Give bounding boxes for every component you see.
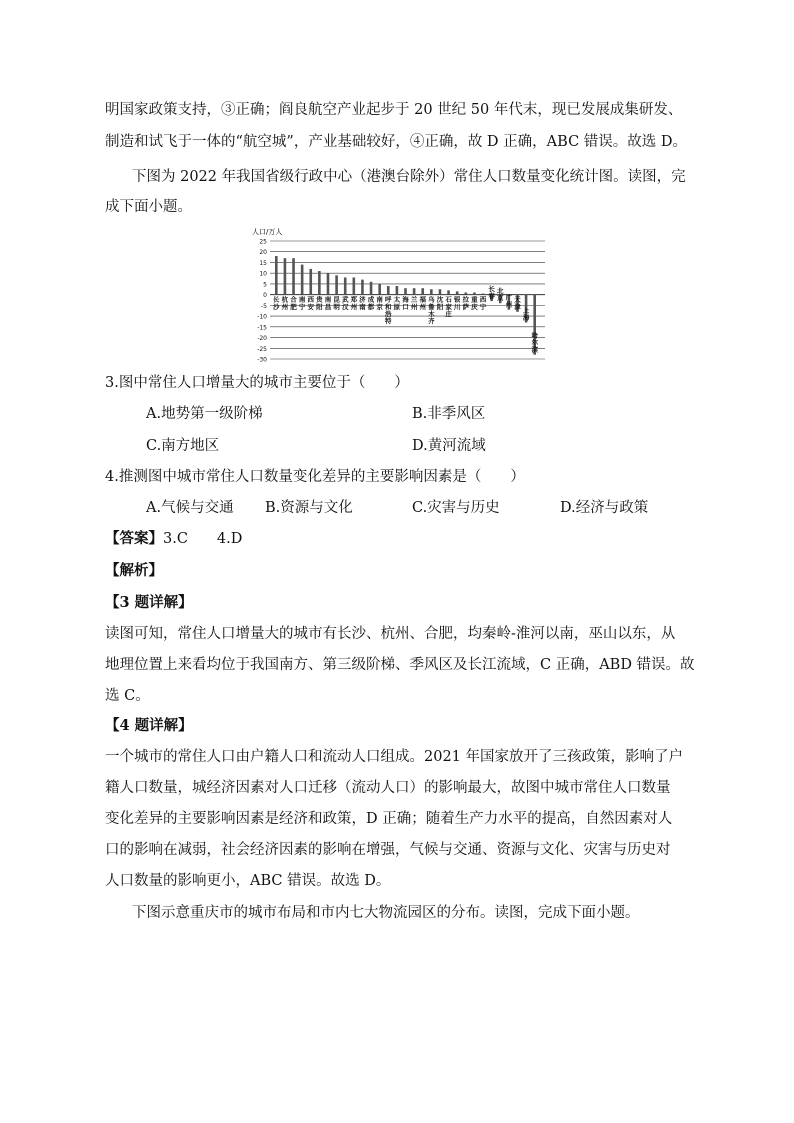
category-label: 太原 bbox=[393, 295, 401, 311]
y-tick-label: -25 bbox=[257, 345, 267, 353]
category-label: 兰州 bbox=[410, 295, 418, 311]
y-tick-label: 20 bbox=[259, 249, 267, 257]
category-label: 昆明 bbox=[333, 295, 340, 311]
category-label: 沈阳 bbox=[436, 295, 444, 311]
bar bbox=[318, 271, 321, 295]
q4-option-d[interactable]: D.经济与政策 bbox=[560, 500, 649, 516]
category-label: 哈尔滨 bbox=[531, 331, 538, 354]
bar bbox=[344, 277, 347, 294]
q3-stem: 3.图中常住人口增量大的城市主要位于（ ） bbox=[105, 375, 409, 391]
q4-analysis-label: 【4 题详解】 bbox=[105, 717, 193, 734]
bar bbox=[413, 288, 416, 294]
paragraph-2-line-1: 下图为 2022 年我国省级行政中心（港澳台除外）常住人口数量变化统计图。读图，完 bbox=[132, 169, 686, 185]
bar bbox=[275, 256, 278, 295]
category-label: 乌鲁木齐 bbox=[428, 295, 435, 326]
bar bbox=[430, 289, 433, 294]
category-label: 贵阳 bbox=[316, 295, 323, 311]
chart-ylabel: 人口/万人 bbox=[252, 228, 283, 236]
bar bbox=[361, 280, 364, 295]
y-tick-label: -5 bbox=[261, 302, 267, 310]
bar bbox=[396, 286, 399, 295]
q4-analysis-line-4: 口的影响在减弱，社会经济因素的影响在增强，气候与交通、资源与文化、灾害与历史对 bbox=[105, 842, 671, 858]
bar bbox=[309, 269, 312, 295]
paragraph-1-line-2: 制造和试飞于一体的“航空城”，产业基础较好，④正确，故 D 正确，ABC 错误。故选 D。 bbox=[105, 134, 688, 150]
category-label: 海口 bbox=[402, 295, 409, 311]
bar bbox=[378, 284, 381, 295]
analysis-label: 【解析】 bbox=[105, 562, 163, 579]
bar bbox=[301, 265, 304, 295]
y-tick-label: 5 bbox=[263, 281, 267, 289]
y-tick-label: -20 bbox=[257, 335, 267, 343]
paragraph-2-line-2: 成下面小题。 bbox=[105, 199, 192, 215]
q4-analysis-line-5: 人口数量的影响更小，ABC 错误。故选 D。 bbox=[105, 873, 391, 889]
bar bbox=[353, 277, 356, 294]
category-label: 福州 bbox=[419, 295, 426, 311]
y-tick-label: 15 bbox=[259, 259, 267, 267]
q4-option-c[interactable]: C.灾害与历史 bbox=[412, 500, 500, 516]
bar bbox=[447, 290, 450, 294]
bar bbox=[473, 292, 476, 294]
category-label: 呼和浩特 bbox=[385, 295, 392, 326]
bar bbox=[387, 286, 390, 295]
answer-label: 【答案】 bbox=[105, 530, 163, 547]
q3-analysis-line-1: 读图可知，常住人口增量大的城市有长沙、杭州、合肥，均秦岭-淮河以南，巫山以东，从 bbox=[105, 626, 676, 642]
y-tick-label: -30 bbox=[257, 356, 267, 364]
q4-analysis-line-1: 一个城市的常住人口由户籍人口和流动人口组成。2021 年国家放开了三孩政策，影响了户 bbox=[105, 749, 684, 765]
category-label: 天津 bbox=[514, 295, 521, 311]
y-tick-label: 0 bbox=[263, 292, 267, 300]
category-label: 石家庄 bbox=[445, 295, 452, 319]
population-change-chart bbox=[250, 225, 550, 365]
bar bbox=[284, 258, 287, 294]
category-label: 上海 bbox=[522, 306, 530, 322]
bar bbox=[482, 294, 485, 295]
bar bbox=[439, 289, 442, 294]
chart-y-ticks bbox=[257, 239, 267, 364]
category-label: 武汉 bbox=[341, 295, 349, 311]
category-label: 合肥 bbox=[290, 295, 297, 311]
q4-stem: 4.推测图中城市常住人口数量变化差异的主要影响因素是（ ） bbox=[105, 469, 525, 485]
y-tick-label: 10 bbox=[259, 270, 267, 278]
category-label: 济南 bbox=[359, 295, 366, 311]
category-label: 南昌 bbox=[324, 295, 332, 311]
category-label: 南宁 bbox=[298, 295, 306, 311]
category-label: 南京 bbox=[376, 295, 383, 311]
bar bbox=[421, 288, 424, 294]
category-label: 广州 bbox=[505, 293, 513, 309]
q4-analysis-line-3: 变化差异的主要影响因素是经济和政策，D 正确；随着生产力水平的提高，自然因素对人 bbox=[105, 811, 673, 827]
q4-analysis-line-2: 籍人口数量，城经济因素对人口迁移（流动人口）的影响最大，故图中城市常住人口数量 bbox=[105, 780, 671, 796]
category-label: 郑州 bbox=[350, 295, 358, 311]
category-label: 杭州 bbox=[281, 295, 289, 311]
category-label: 拉萨 bbox=[462, 295, 470, 311]
answer-line bbox=[105, 529, 242, 549]
bar bbox=[370, 282, 373, 295]
q3-option-c[interactable]: C.南方地区 bbox=[146, 438, 220, 454]
y-tick-label: -15 bbox=[257, 324, 267, 332]
answer-text: 3.C 4.D bbox=[163, 531, 243, 547]
q3-option-d[interactable]: D.黄河流域 bbox=[412, 438, 486, 454]
paragraph-1-line-1: 明国家政策支持，③正确；阎良航空产业起步于 20 世纪 50 年代末，现已发展成集研发、 bbox=[105, 102, 683, 118]
category-label: 银川 bbox=[453, 295, 461, 311]
category-label: 长春 bbox=[488, 284, 495, 301]
category-label: 重庆 bbox=[471, 295, 478, 311]
q3-option-b[interactable]: B.非季风区 bbox=[412, 406, 486, 422]
bar bbox=[335, 275, 338, 294]
q3-option-a[interactable]: A.地势第一级阶梯 bbox=[146, 406, 263, 422]
category-label: 成都 bbox=[367, 295, 375, 311]
bar bbox=[327, 273, 330, 294]
bar bbox=[464, 292, 467, 294]
y-tick-label: 25 bbox=[259, 238, 267, 246]
bar bbox=[456, 291, 459, 294]
q3-analysis-line-3: 选 C。 bbox=[105, 688, 150, 704]
category-label: 长沙 bbox=[273, 295, 280, 311]
category-label: 西安 bbox=[307, 295, 315, 311]
q3-analysis-label: 【3 题详解】 bbox=[105, 594, 193, 611]
q3-analysis-line-2: 地理位置上来看均位于我国南方、第三级阶梯、季风区及长江流域，C 正确，ABD 错误。故 bbox=[105, 657, 695, 673]
bar bbox=[404, 288, 407, 294]
y-tick-label: -10 bbox=[257, 313, 267, 321]
q4-option-b[interactable]: B.资源与文化 bbox=[265, 500, 353, 516]
category-label: 西宁 bbox=[479, 295, 487, 311]
q4-option-a[interactable]: A.气候与交通 bbox=[146, 500, 234, 516]
next-question-intro: 下图示意重庆市的城市布局和市内七大物流园区的分布。读图，完成下面小题。 bbox=[132, 905, 640, 921]
category-label: 北京 bbox=[496, 287, 504, 303]
bar bbox=[292, 258, 295, 294]
